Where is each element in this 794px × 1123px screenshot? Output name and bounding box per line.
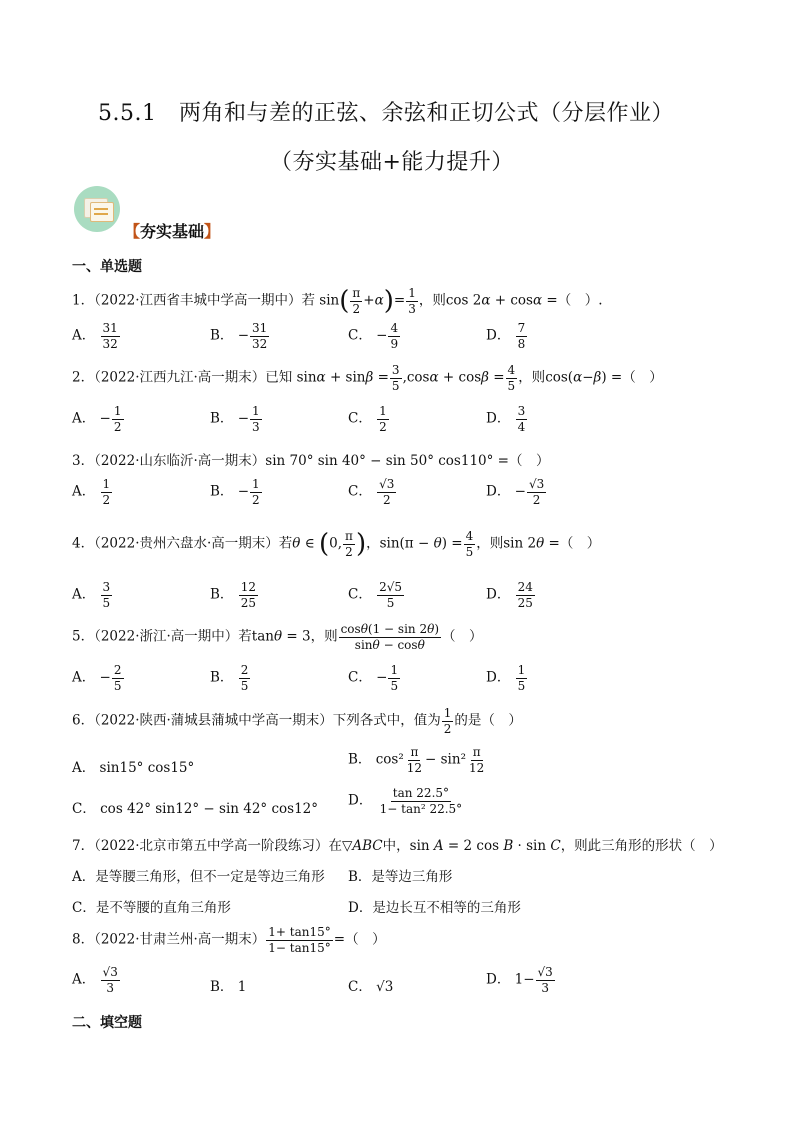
q2-option-a: A． − $\frac{1}{2}$	[72, 404, 122, 434]
q3-option-a: A． $\frac{1}{2}$	[72, 477, 111, 507]
q2-option-b: B． − $\frac{1}{3}$	[210, 404, 260, 434]
q8-option-c: C． √3	[348, 979, 394, 995]
q7-option-b: B．是等边三角形	[348, 869, 453, 885]
q6-option-b: B． cos² $\frac{\pi}{12}$ − sin² $\frac{\pi}{12}$	[348, 745, 485, 775]
q7-option-c: C．是不等腰的直角三角形	[72, 900, 231, 916]
q1-option-c: C． − $\frac{4}{9}$	[348, 321, 399, 351]
page-title: 5.5.1 两角和与差的正弦、余弦和正切公式（分层作业）	[98, 101, 674, 126]
q7-option-a: A．是等腰三角形，但不一定是等边三角形	[72, 869, 325, 885]
notebook-icon	[74, 186, 120, 232]
section-heading-fill-blank: 二、填空题	[72, 1015, 142, 1031]
q6-option-a: A． sin15° cos15°	[72, 760, 195, 776]
section-heading-single-choice: 一、单选题	[72, 259, 142, 275]
q5-option-a: A． − $\frac{2}{5}$	[72, 663, 122, 693]
q8-option-b: B． 1	[210, 979, 247, 995]
question-1: 1．（2022·江西省丰城中学高一期中）若 sin( $\frac{\pi}{2}$ +α)= $\frac{1}{3}$ ，则cos 2α + cosα =（ ）.	[72, 285, 603, 316]
q5-option-b: B． $\frac{2}{5}$	[210, 663, 249, 693]
q4-option-a: A． $\frac{3}{5}$	[72, 580, 111, 610]
q1-option-b: B． − $\frac{31}{32}$	[210, 321, 268, 351]
q1-option-a: A． $\frac{31}{32}$	[72, 321, 118, 351]
q7-option-d: D．是边长互不相等的三角形	[348, 900, 521, 916]
q4-option-d: D． $\frac{24}{25}$	[486, 580, 533, 610]
q6-option-c: C． cos 42° sin12° − sin 42° cos12°	[72, 801, 319, 817]
q5-option-d: D． $\frac{1}{5}$	[486, 663, 526, 693]
q8-option-a: A． $\frac{√3}{3}$	[72, 965, 118, 995]
section-badge: 【夯实基础】	[124, 222, 221, 241]
q2-option-c: C． $\frac{1}{2}$	[348, 404, 387, 434]
q2-option-d: D． $\frac{3}{4}$	[486, 404, 526, 434]
q6-option-d: D． $\frac{\tan 22.5^\circ}{\text{1− tan² 22.5°}}$	[348, 786, 463, 816]
q3-option-b: B． − $\frac{1}{2}$	[210, 477, 260, 507]
q3-option-c: C． $\frac{√3}{2}$	[348, 477, 395, 507]
q1-option-d: D． $\frac{7}{8}$	[486, 321, 526, 351]
q5-option-c: C． − $\frac{1}{5}$	[348, 663, 399, 693]
question-3: 3．（2022·山东临沂·高一期末）sin 70° sin 40° − sin 50° cos110° =（ ）	[72, 453, 550, 469]
question-2: 2．（2022·江西九江·高一期末）已知 sinα + sinβ = $\frac{3}{5}$ ,cosα + cosβ = $\frac{4}{5}$ ，则cos(α−β) =（ ）	[72, 363, 663, 393]
question-5: 5．（2022·浙江·高一期中）若tanθ = 3，则 $\frac{\cos\theta(1 - \sin 2\theta)}{\sin\theta - \cos\theta}$ （ ）	[72, 622, 483, 652]
q4-option-b: B． $\frac{12}{25}$	[210, 580, 256, 610]
question-8: 8．（2022·甘肃兰州·高一期末） $\frac{1+ \tan 15^\circ}{1- \tan 15^\circ}$ =（ ）	[72, 925, 386, 955]
q4-option-c: C． $\frac{2√5}{5}$	[348, 580, 403, 610]
question-7: 7．（2022·北京市第五中学高一阶段练习）在▽ABC中，sin A = 2 cos B · sin C，则此三角形的形状（ ）	[72, 838, 723, 854]
page-subtitle: （夯实基础+能力提升）	[270, 150, 514, 175]
q8-option-d: D． 1− $\frac{√3}{3}$	[486, 965, 553, 995]
question-4: 4．（2022·贵州六盘水·高一期末）若θ ∈ (0, $\frac{\pi}{2}$ )，sin(π − θ) = $\frac{4}{5}$ ，则sin 2θ =（ ）	[72, 528, 601, 559]
q3-option-d: D． − $\frac{√3}{2}$	[486, 477, 545, 507]
question-6: 6．（2022·陕西·蒲城县蒲城中学高一期末）下列各式中，值为 $\frac{1}{2}$ 的是（ ）	[72, 706, 522, 736]
